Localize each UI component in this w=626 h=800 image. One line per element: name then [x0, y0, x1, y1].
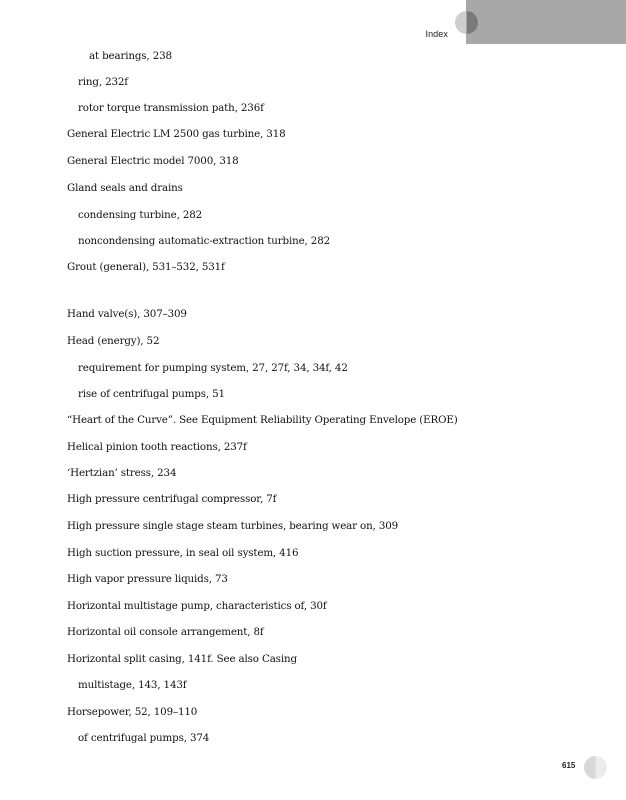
index-entry: Horizontal multistage pump, characteristics of, 30f — [67, 600, 327, 612]
index-entry: General Electric model 7000, 318 — [67, 155, 239, 167]
index-entry: of centrifugal pumps, 374 — [78, 732, 210, 744]
header-tab — [466, 0, 626, 44]
index-entry: requirement for pumping system, 27, 27f, 34, 34f, 42 — [78, 362, 348, 374]
index-entry: noncondensing automatic-extraction turbine, 282 — [78, 235, 330, 247]
index-entry: General Electric LM 2500 gas turbine, 318 — [67, 128, 286, 140]
index-entry: Gland seals and drains — [67, 182, 183, 194]
header-circle-icon — [455, 11, 478, 34]
index-entry: multistage, 143, 143f — [78, 679, 187, 691]
index-entry: “Heart of the Curve”. See Equipment Reliability Operating Envelope (EROE) — [67, 414, 458, 426]
page-number: 615 — [562, 761, 576, 770]
index-entry: rise of centrifugal pumps, 51 — [78, 388, 225, 400]
index-entry: condensing turbine, 282 — [78, 209, 203, 221]
index-entry: High suction pressure, in seal oil system, 416 — [67, 547, 299, 559]
index-entry: Horizontal oil console arrangement, 8f — [67, 626, 264, 638]
footer-circle-icon — [584, 756, 607, 779]
index-entry: ring, 232f — [78, 76, 128, 88]
index-entry: High pressure centrifugal compressor, 7f — [67, 493, 277, 505]
index-entry: Horsepower, 52, 109–110 — [67, 706, 198, 718]
index-entry: Head (energy), 52 — [67, 335, 160, 347]
running-header-title: Index — [425, 29, 448, 39]
index-entry: Hand valve(s), 307–309 — [67, 308, 187, 320]
index-entry: High pressure single stage steam turbines, bearing wear on, 309 — [67, 520, 399, 532]
index-entry: Grout (general), 531–532, 531f — [67, 261, 225, 273]
index-entry: at bearings, 238 — [89, 50, 172, 62]
index-entry: Horizontal split casing, 141f. See also Casing — [67, 653, 297, 665]
index-entry: High vapor pressure liquids, 73 — [67, 573, 228, 585]
index-entry: rotor torque transmission path, 236f — [78, 102, 264, 114]
index-entry: Helical pinion tooth reactions, 237f — [67, 441, 247, 453]
index-entry: ‘Hertzian’ stress, 234 — [67, 467, 177, 479]
